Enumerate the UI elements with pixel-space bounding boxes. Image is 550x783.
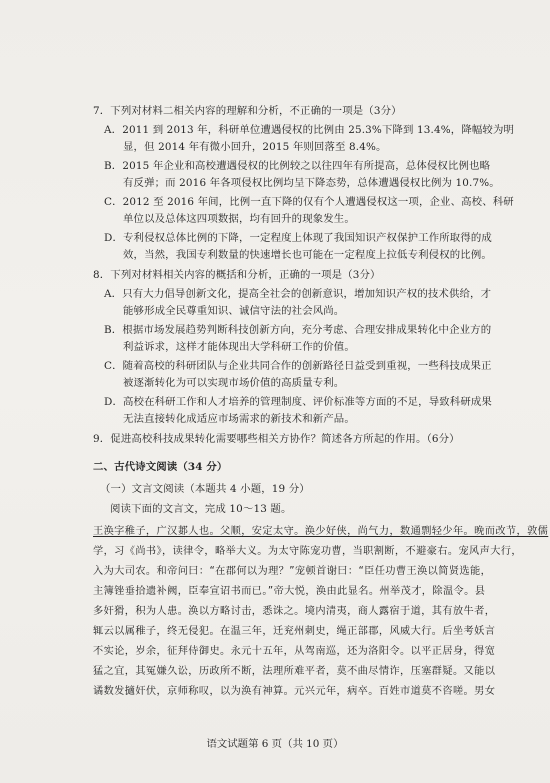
classical-line-6: 辄云以属稚子，终无侵犯。在温三年，迁兖州刺史，绳正部郡，风威大行。后坐考妖言 (93, 626, 496, 637)
q8-option-d-line1: D．高校在科研工作和人才培养的管理制度、评价标准等方面的不足，导致科研成果 (104, 396, 492, 408)
classical-line-1: 王涣字稚子，广汉郪人也。父顺，安定太守。涣少好侠，尚气力，数通剽轻少年。晚而改节，敦儒 (93, 526, 549, 537)
q8-option-c-line1: C．随着高校的科研团队与企业共同合作的创新路径日益受到重视，一些科技成果正 (104, 360, 492, 372)
q7-option-b-line2: 有反弹；而 2016 年各项侵权比例均呈下降态势，总体遭遇侵权比例为 10.7%。 (123, 177, 500, 189)
page-footer: 语文试题第 6 页（共 10 页） (206, 738, 344, 750)
q8-stem: 8．下列对材料相关内容的概括和分析，正确的一项是（3分） (93, 269, 381, 281)
q7-option-c-line1: C．2012 至 2016 年间，比例一直下降的仅有个人遭遇侵权这一项，企业、高校、科研 (104, 196, 514, 208)
q7-option-a-line1: A．2011 到 2013 年，科研单位遭遇侵权的比例由 25.3%下降到 13.4%，降幅较为明 (104, 124, 515, 136)
instruction-text: 阅读下面的文言文，完成 10～13 题。 (110, 503, 292, 515)
q9-stem: 9．促进高校科技成果转化需要哪些相关方协作？简述各方所起的作用。（6分） (93, 433, 460, 445)
q7-option-d-line1: D．专利侵权总体比例的下降，一定程度上体现了我国知识产权保护工作所取得的成 (104, 232, 492, 244)
q7-option-c-line2: 单位以及总体这四项数据，均有回升的现象发生。 (123, 213, 355, 225)
q8-option-a-line2: 能够形成全民尊重知识、诚信守法的社会风尚。 (123, 305, 345, 317)
q8-option-c-line2: 被逐渐转化为可以实现市场价值的高质量专利。 (123, 377, 345, 389)
classical-line-4: 主簿锉垂拾遗补阙，臣奉宣诏书而已。”帝大悦，涣由此显名。州举茂才，除温令。县 (93, 586, 486, 597)
q7-option-b-line1: B．2015 年企业和高校遭遇侵权的比例较之以往四年有所提高，总体侵权比例也略 (104, 160, 491, 172)
classical-line-8: 猛之宜，其冤嫌久讼，历政所不断，法理所难平者，莫不曲尽情诈，压塞群疑。又能以 (93, 666, 496, 677)
classical-line-2: 学，习《尚书》，读律令，略举大义。为太守陈宠功曹，当职割断，不避豪右。宠风声大行， (93, 546, 522, 557)
classical-line-3: 入为大司农。和帝问曰：“在郡何以为理？”宠顿首谢曰：“臣任功曹王涣以简贤选能， (93, 566, 492, 577)
q8-option-b-line2: 利益诉求，这样才能体现出大学科研工作的价值。 (123, 341, 355, 353)
subsection-heading: （一）文言文阅读（本题共 4 小题，19 分） (100, 483, 310, 495)
q8-option-a-line1: A．只有大力倡导创新文化，提高全社会的创新意识，增加知识产权的技术供给，才 (104, 288, 492, 300)
q7-option-a-line2: 显，但 2014 年有微小回升，2015 年则回落至 8.4%。 (123, 141, 387, 153)
q8-option-b-line1: B．根据市场发展趋势判断科技创新方向，充分考虑、合理安排成果转化中企业方的 (104, 324, 492, 336)
classical-line-9: 谲数发擿奸伏，京师称叹，以为涣有神算。元兴元年，病卒。百姓市道莫不咨嗟。男女 (93, 686, 496, 697)
q8-option-d-line2: 无法直接转化成适应市场需求的新技术和新产品。 (123, 413, 355, 425)
classical-line-5: 多奸猾，积为人患。涣以方略讨击，悉诛之。境内清夷，商人露宿于道，其有放牛者， (93, 606, 496, 617)
section-heading: 二、古代诗文阅读（34 分） (93, 461, 228, 473)
q7-option-d-line2: 效，当然，我国专利数量的快速增长也可能在一定程度上拉低专利侵权的比例。 (123, 249, 492, 261)
classical-line-7: 不实论，岁余，征拜侍御史。永元十五年，从驾南巡，还为洛阳令。以平正居身，得宽 (93, 646, 496, 657)
q7-stem: 7．下列对材料二相关内容的理解和分析，不正确的一项是（3分） (93, 105, 402, 117)
